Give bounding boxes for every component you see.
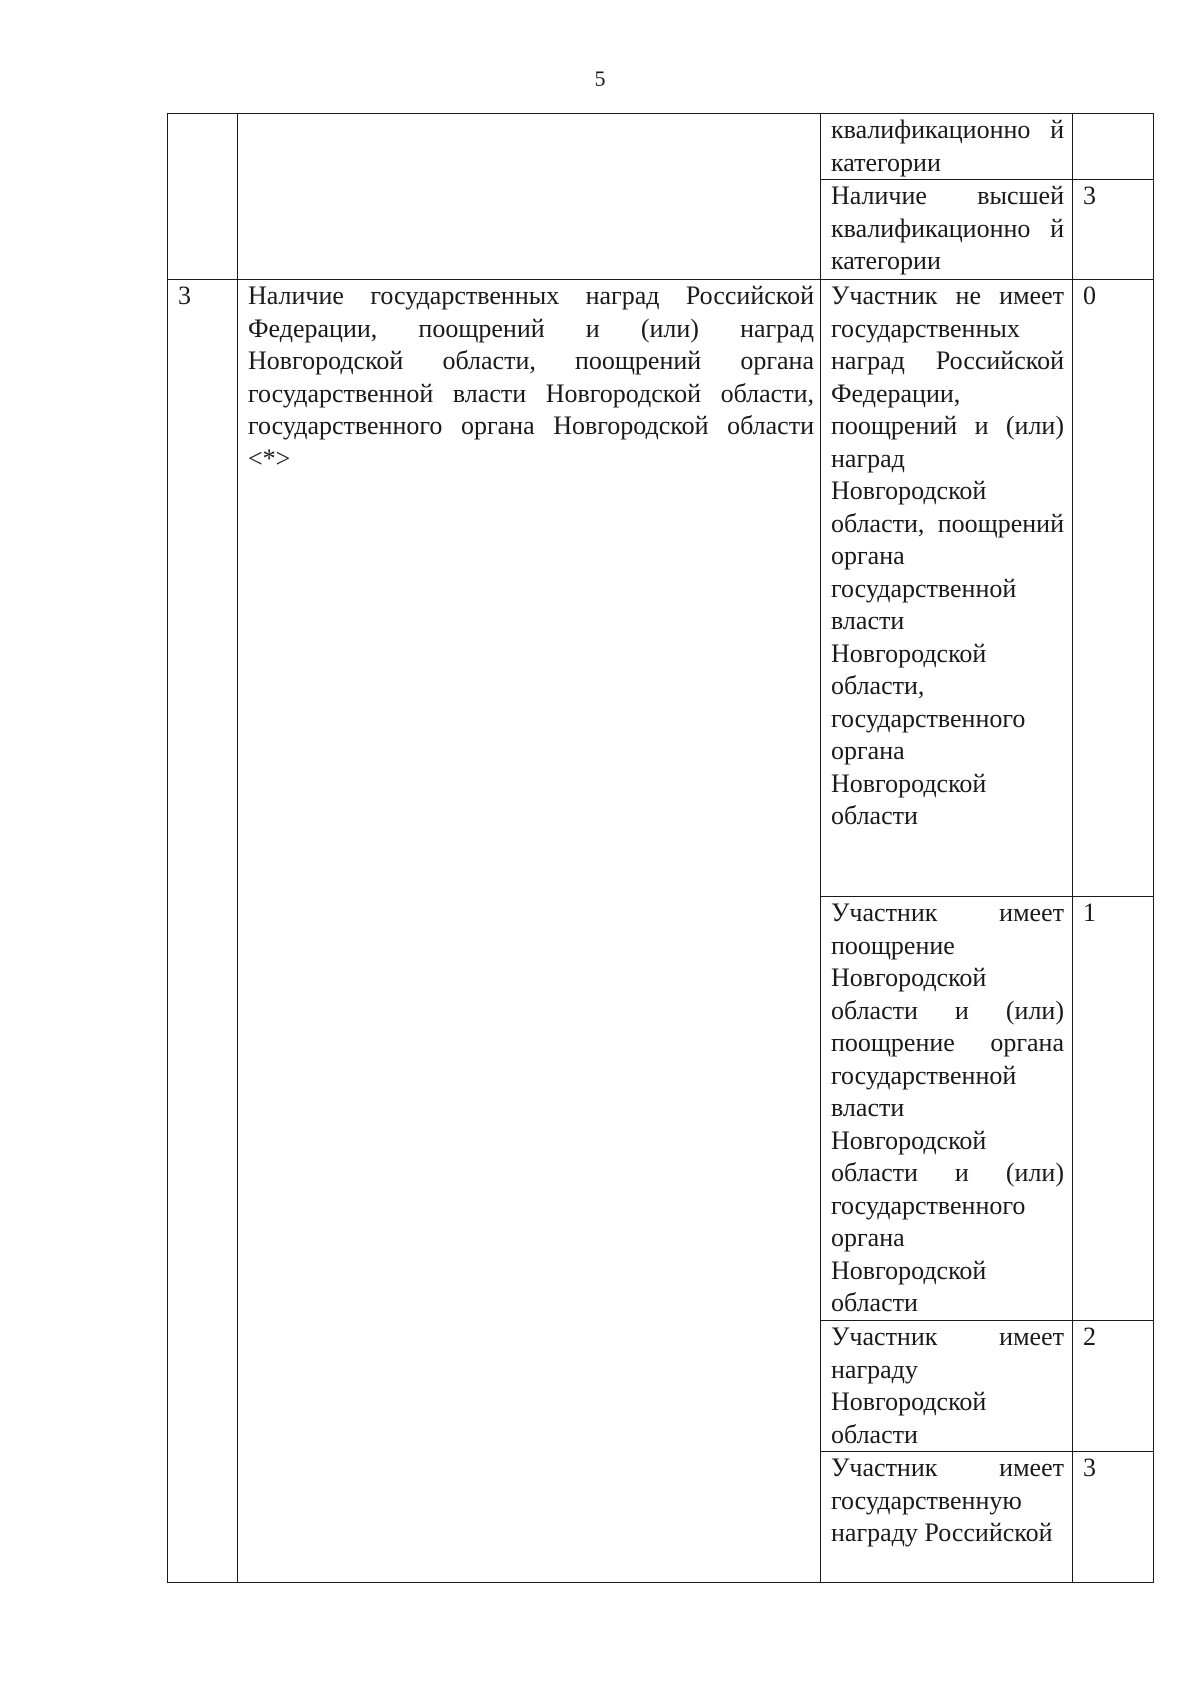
condition-text: Участник имеет награду Новгородской области: [831, 1322, 1064, 1449]
condition-text: квалификационно й категории: [831, 115, 1064, 177]
row-number-cell: [168, 280, 238, 1583]
table-row: [168, 280, 1154, 897]
condition-text: Участник не имеет государственных наград Российской Федерации, поощрений и (или) наград Новгородской области, поощрений органа государственной власти Новгородской области, государственного органа Новгородской области: [831, 281, 1064, 830]
condition-text: Участник имеет государственную награду Российской: [831, 1453, 1064, 1547]
score-value: 3: [1083, 1453, 1096, 1482]
criterion-cell: [238, 280, 821, 1583]
condition-cell: [821, 897, 1073, 1321]
score-value: 2: [1083, 1322, 1096, 1351]
row-number: 3: [178, 281, 191, 310]
score-cell: [1073, 897, 1154, 1321]
criterion-cell: [238, 114, 821, 280]
condition-text: Участник имеет поощрение Новгородской области и (или) поощрение органа государственной власти Новгородской области и (или) государственного органа Новгородской области: [831, 898, 1064, 1317]
score-cell: [1073, 180, 1154, 280]
condition-text: Наличие высшей квалификационно й категории: [831, 181, 1064, 275]
condition-cell: [821, 114, 1073, 180]
score-value: 1: [1083, 898, 1096, 927]
condition-cell: [821, 180, 1073, 280]
condition-cell: [821, 1321, 1073, 1452]
row-number-cell: [168, 114, 238, 280]
score-cell: [1073, 280, 1154, 897]
score-value: 0: [1083, 281, 1096, 310]
score-cell: [1073, 1321, 1154, 1452]
table-row: [168, 114, 1154, 180]
condition-cell: [821, 1452, 1073, 1583]
score-cell: [1073, 1452, 1154, 1583]
criterion-text: Наличие государственных наград Российской Федерации, поощрений и (или) наград Новгородской области, поощрений органа государственной власти Новгородской области, государственного органа Новгородской области <*>: [248, 281, 814, 473]
condition-cell: [821, 280, 1073, 897]
criteria-table: [167, 113, 1154, 1583]
page-number: 5: [594, 66, 606, 91]
score-value: 3: [1083, 181, 1096, 210]
score-cell: [1073, 114, 1154, 180]
